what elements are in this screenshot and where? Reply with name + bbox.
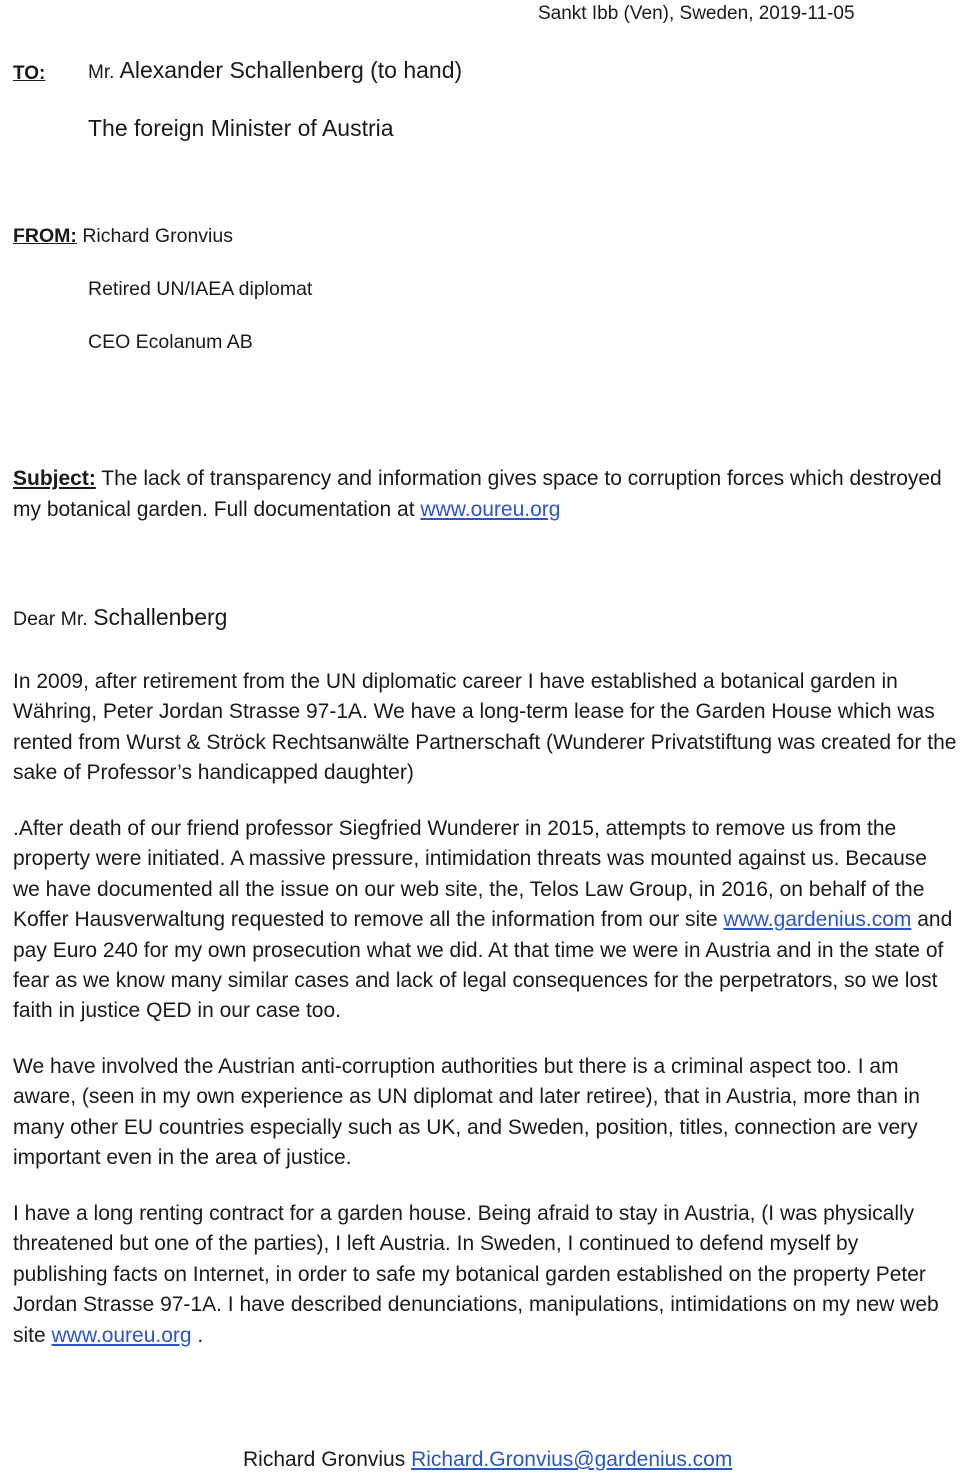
- recipient-line: [88, 57, 462, 84]
- letter-place-date: Sankt Ibb (Ven), Sweden, 2019-11-05: [538, 3, 855, 24]
- paragraph-1: In 2009, after retirement from the UN diplomatic career I have established a botanical garden in Währing, Peter Jordan Strasse 97-1A. We have a long-term lease for the Garden House which was rented from Wurst & Ströck Rechtsanwälte Partnerschaft (Wunderer Privatstiftung was created for the sake of Professor’s handicapped daughter): [13, 670, 957, 785]
- footer-signature: [243, 1448, 732, 1472]
- paragraph-2-part-b: and pay Euro 240 for my own prosecution what we did. At that time we were in Austria and in the state of fear as we know many similar cases and lack of legal consequences for the perpetrators, so we lost faith in justice QED in our case too.: [13, 908, 953, 1023]
- salutation-greeting: Dear Mr.: [13, 608, 94, 630]
- sender-role-1: Retired UN/IAEA diplomat: [88, 278, 313, 300]
- to-label: TO:: [13, 63, 46, 84]
- subject-text: The lack of transparency and information gives space to corruption forces which destroyed my botanical garden. Full documentation at: [13, 467, 942, 521]
- paragraph-2: [13, 814, 958, 1027]
- from-label: FROM:: [13, 225, 77, 247]
- footer-name: Richard Gronvius: [243, 1448, 412, 1471]
- paragraph-4: [13, 1199, 958, 1351]
- oureu-link[interactable]: www.oureu.org: [51, 1323, 192, 1347]
- salutation-name: Schallenberg: [93, 604, 228, 630]
- subject-block: [13, 464, 958, 525]
- subject-label: Subject:: [13, 467, 96, 490]
- paragraph-4-part-a: I have a long renting contract for a garden house. Being afraid to stay in Austria, (I was physically threatened but one of the parties), I left Austria. In Sweden, I continued to defend myself by publishing facts on Internet, in order to safe my botanical garden established on the property Peter Jordan Strasse 97-1A. I have described denunciations, manipulations, intimidations on my new web site: [13, 1202, 939, 1347]
- paragraph-3: We have involved the Austrian anti-corruption authorities but there is a criminal aspect too. I am aware, (seen in my own experience as UN diplomat and later retiree), that in Austria, more than in many other EU countries especially such as UK, and Sweden, position, titles, connection are very important even in the area of justice.: [13, 1055, 920, 1170]
- salutation: [13, 604, 227, 631]
- sender-role-2: CEO Ecolanum AB: [88, 331, 253, 353]
- recipient-name: Alexander Schallenberg (to hand): [114, 57, 463, 83]
- recipient-title: The foreign Minister of Austria: [88, 115, 394, 141]
- sender-name: Richard Gronvius: [76, 225, 233, 247]
- paragraph-2-part-a: .After death of our friend professor Siegfried Wunderer in 2015, attempts to remove us from the property were initiated. A massive pressure, intimidation threats was mounted against us. Because we have documented all the issue on our web site, the, Telos Law Group, in 2016, on behalf of the Koffer Hausverwaltung requested to remove all the information from our site: [13, 817, 927, 932]
- subject-link[interactable]: www.oureu.org: [420, 497, 561, 521]
- gardenius-link[interactable]: www.gardenius.com: [723, 908, 912, 932]
- footer-email-link[interactable]: Richard.Gronvius@gardenius.com: [411, 1448, 733, 1471]
- recipient-prefix: Mr.: [88, 62, 115, 83]
- paragraph-4-part-b: .: [191, 1323, 204, 1347]
- sender-line: [13, 225, 233, 248]
